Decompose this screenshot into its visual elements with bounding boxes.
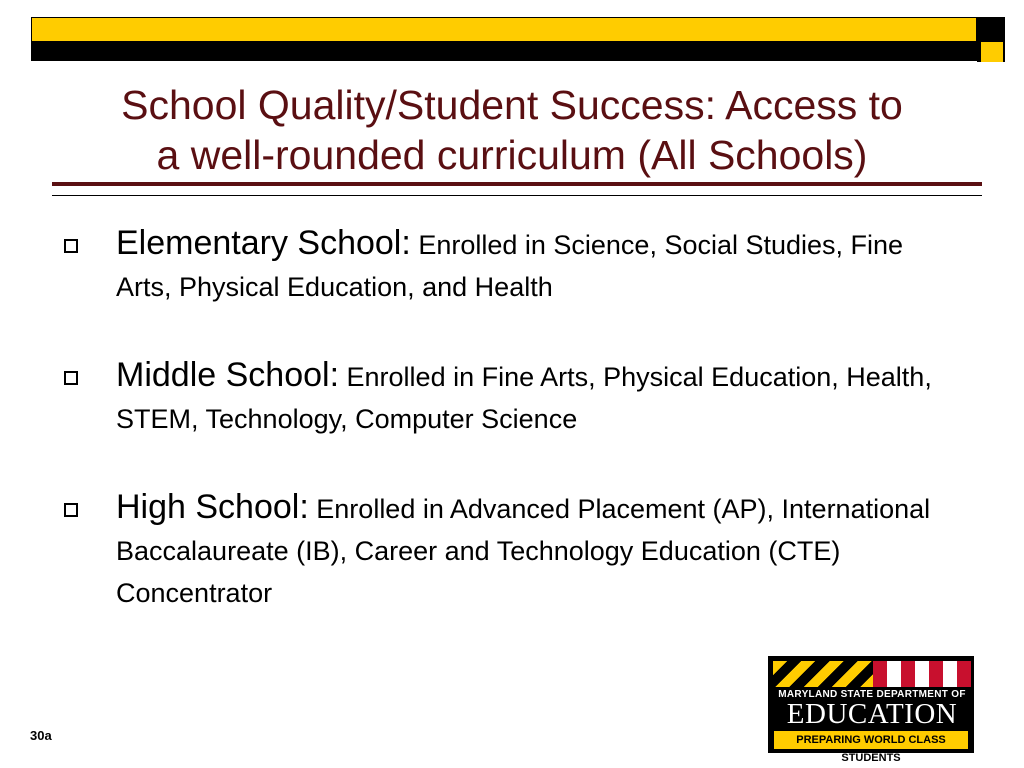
maryland-flag-cross-icon: [873, 661, 971, 687]
bullet-list: [64, 222, 964, 614]
title-underline: [52, 182, 982, 186]
bullet-middle: [64, 354, 964, 440]
square-bullet-icon: [64, 239, 78, 253]
bullet-body: Enrolled in Advanced Placement (AP), International Baccalaureate (IB), Career and Technology Education (CTE) Concentrator: [116, 494, 931, 608]
bullet-high: [64, 486, 964, 614]
title-rule-thin: [52, 195, 982, 196]
title-line-1: School Quality/Student Success: Access to: [121, 82, 903, 128]
square-bullet-icon: [64, 503, 78, 517]
header-bar-yellow: [31, 17, 977, 42]
bullet-body: Enrolled in Fine Arts, Physical Education, Health, STEM, Technology, Computer Science: [116, 362, 932, 434]
header-bar-cap-square: [981, 42, 1003, 62]
title-line-2: a well-rounded curriculum (All Schools): [156, 132, 868, 178]
square-bullet-icon: [64, 371, 78, 385]
slide-title: [52, 80, 972, 180]
msde-logo: [768, 656, 974, 764]
bullet-lead: Middle School:: [116, 356, 340, 394]
header-bar-black: [31, 42, 977, 61]
bullet-body: Enrolled in Science, Social Studies, Fine Arts, Physical Education, and Health: [116, 230, 904, 302]
logo-main-text: EDUCATION: [786, 698, 958, 730]
bullet-elementary: [64, 222, 964, 308]
logo-top-line: MARYLAND STATE DEPARTMENT OF: [778, 689, 966, 700]
page-number: 30a: [30, 728, 52, 743]
bullet-lead: High School:: [116, 488, 309, 526]
logo-tagline: PREPARING WORLD CLASS STUDENTS: [774, 731, 968, 749]
bullet-lead: Elementary School:: [116, 224, 411, 262]
